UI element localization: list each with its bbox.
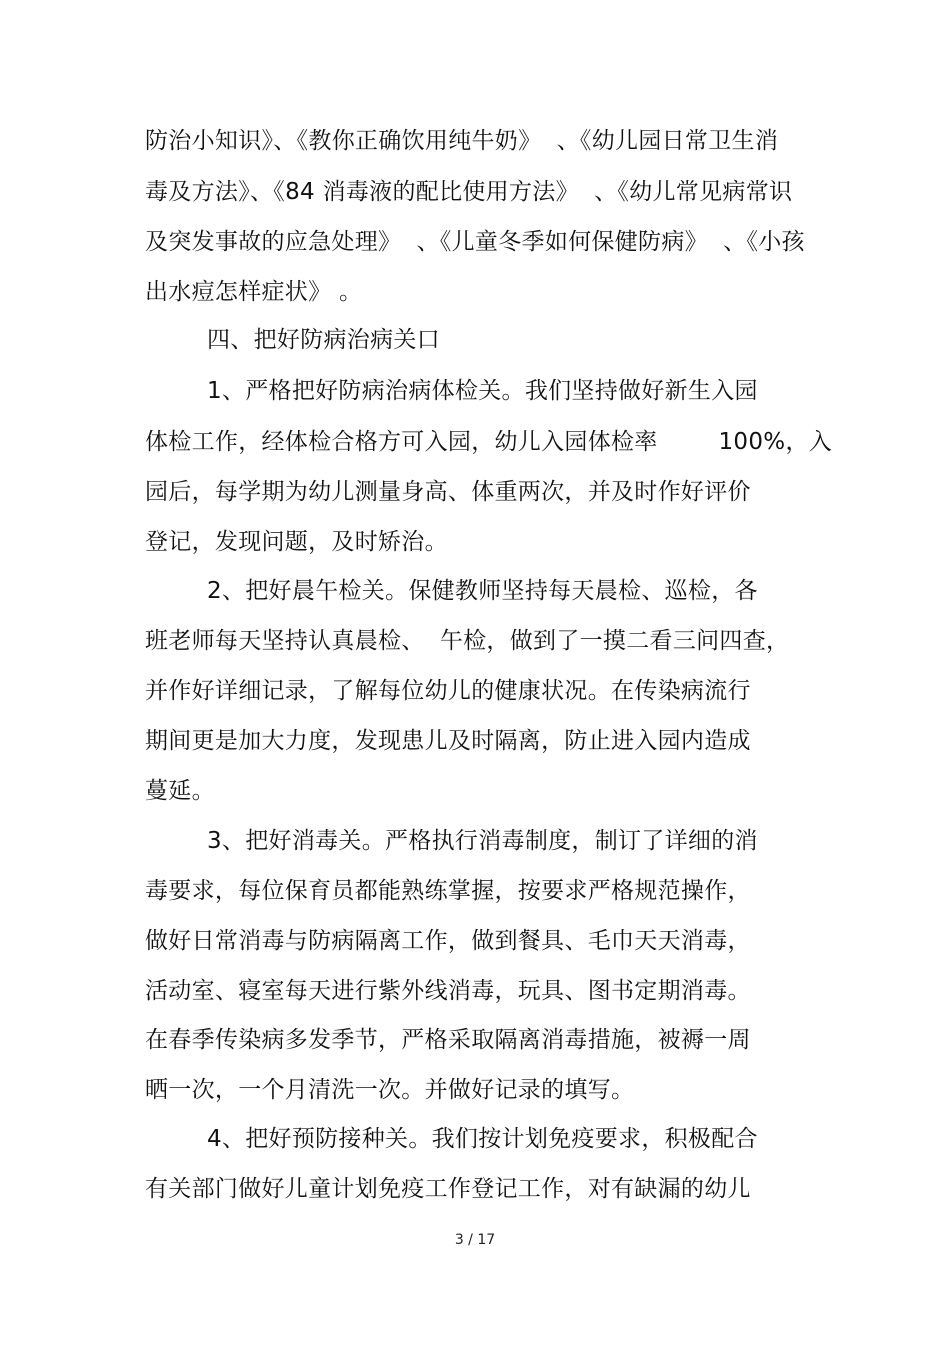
- body-text-line: 登记，发现问题，及时矫治。: [145, 529, 448, 555]
- body-text-line: 班老师每天坚持认真晨检、 午检，做到了一摸二看三问四查，: [145, 628, 790, 654]
- body-text-line: 活动室、寝室每天进行紫外线消毒，玩具、图书定期消毒。: [145, 978, 751, 1004]
- body-text-line: 蔓延。: [145, 778, 215, 804]
- paragraph-first-line: 4、把好预防接种关。我们按计划免疫要求，积极配合: [207, 1126, 758, 1152]
- body-text-line: 出水痘怎样症状》 。: [145, 279, 363, 305]
- body-text-line: 园后，每学期为幼儿测量身高、体重两次，并及时作好评价: [145, 479, 751, 505]
- body-text-line: 体检工作，经体检合格方可入园，幼儿入园体检率 100%，入: [145, 429, 833, 455]
- paragraph-first-line: 1、严格把好防病治病体检关。我们坚持做好新生入园: [207, 378, 758, 404]
- paragraph-first-line: 2、把好晨午检关。保健教师坚持每天晨检、巡检，各: [207, 578, 758, 604]
- body-text-line: 期间更是加大力度，发现患儿及时隔离，防止进入园内造成: [145, 728, 751, 754]
- body-text-line: 晒一次，一个月清洗一次。并做好记录的填写。: [145, 1077, 635, 1103]
- body-text-line: 在春季传染病多发季节，严格采取隔离消毒措施，被褥一周: [145, 1027, 751, 1053]
- body-text-line: 毒要求，每位保育员都能熟练掌握，按要求严格规范操作，: [145, 878, 751, 904]
- body-text-line: 及突发事故的应急处理》 、《儿童冬季如何保健防病》 、《小孩: [145, 229, 805, 255]
- body-text-line: 做好日常消毒与防病隔离工作，做到餐具、毛巾天天消毒，: [145, 928, 751, 954]
- body-text-line: 毒及方法》、《84 消毒液的配比使用方法》 、《幼儿常见病常识: [145, 179, 793, 205]
- body-text-line: 防治小知识》、《教你正确饮用纯牛奶》 、《幼儿园日常卫生消: [145, 128, 779, 154]
- paragraph-first-line: 3、把好消毒关。严格执行消毒制度，制订了详细的消: [207, 828, 758, 854]
- page-number: 3 / 17: [454, 1232, 496, 1248]
- body-text-line: 并作好详细记录，了解每位幼儿的健康状况。在传染病流行: [145, 678, 751, 704]
- section-heading: 四、把好防病治病关口: [207, 327, 440, 353]
- body-text-line: 有关部门做好儿童计划免疫工作登记工作，对有缺漏的幼儿: [145, 1176, 751, 1202]
